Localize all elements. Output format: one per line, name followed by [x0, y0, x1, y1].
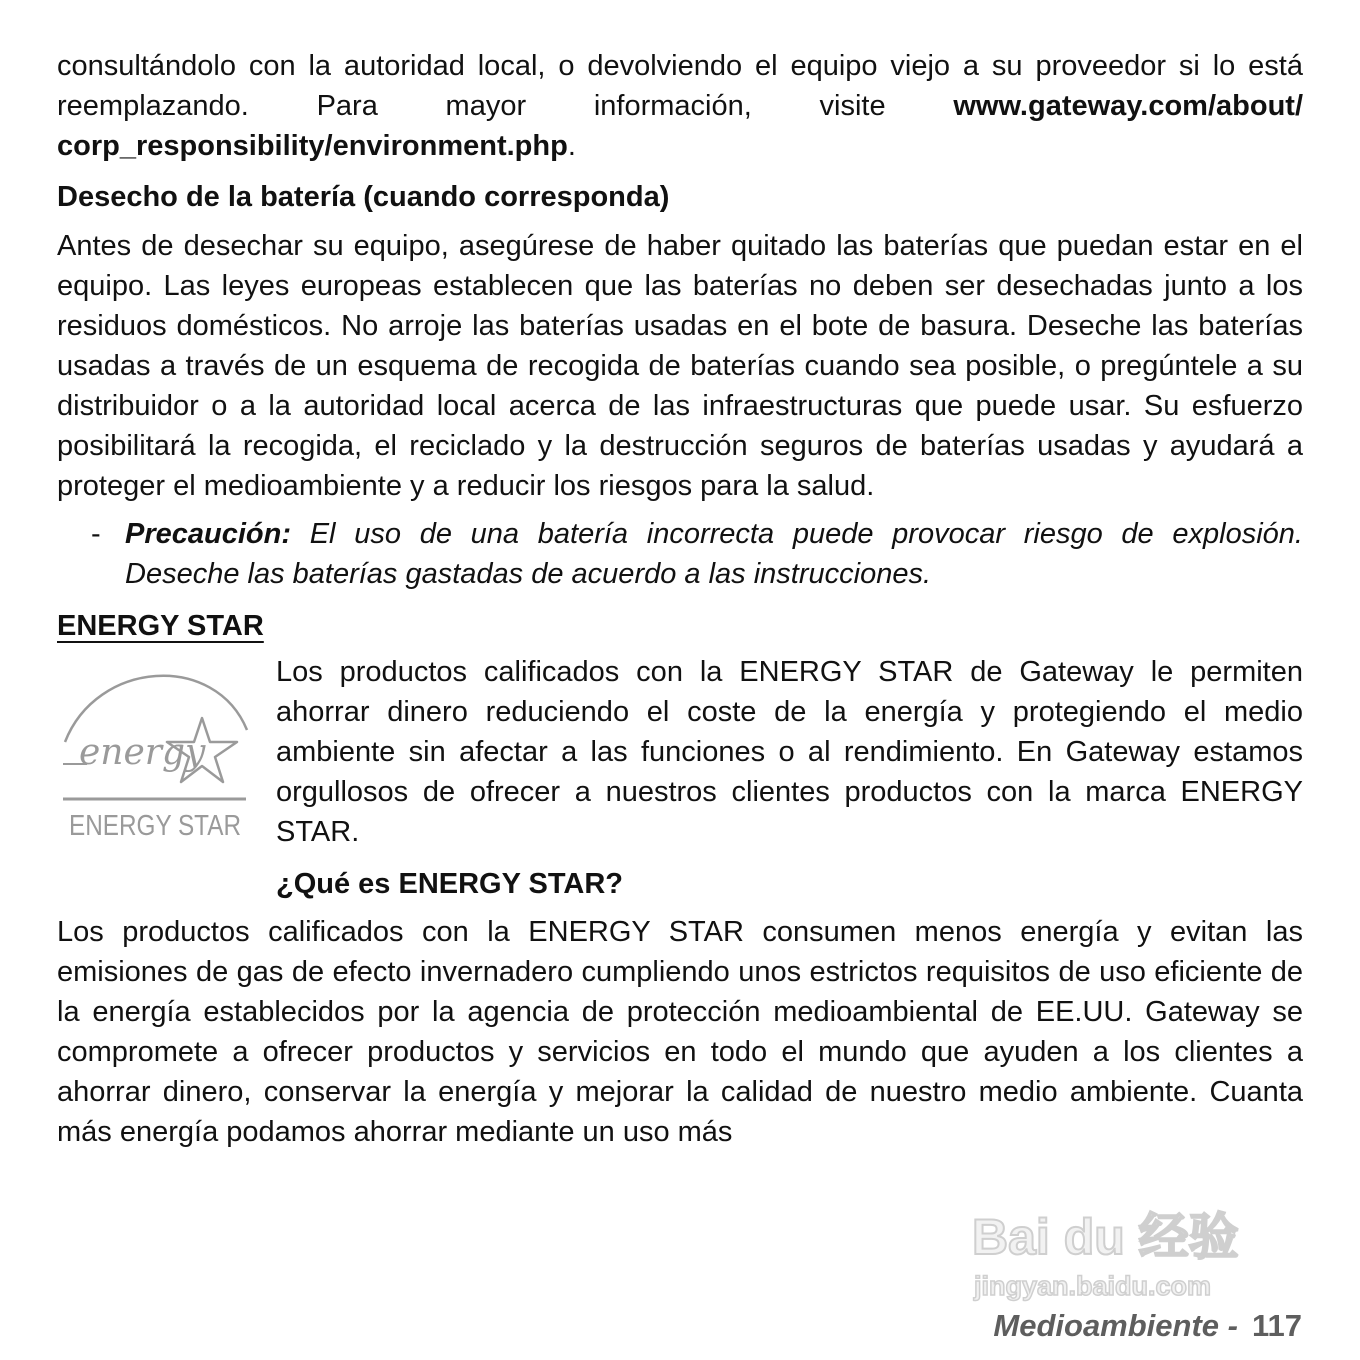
page-number: 117	[1251, 1308, 1302, 1343]
what-is-energy-star-paragraph: Los productos calificados con la ENERGY STAR consumen menos energía y evitan las emisiones de gas de efecto invernadero cumpliendo unos estrictos requisitos de uso eficiente de la energía establecidos por la agencia de protección medioambiental de EE.UU. Gateway se compromete a ofrecer productos y servicios en todo el mundo que ayuden a los clientes a ahorrar dinero, conservar la energía y mejorar la calidad de nuestro medio ambiente. Cuanta más energía podamos ahorrar mediante un uso más	[57, 916, 1303, 1148]
caution-label: Precaución:	[125, 518, 291, 550]
energy-script-text: energy	[79, 732, 206, 773]
baidu-watermark	[968, 1192, 1280, 1312]
intro-text: consultándolo con la autoridad local, o devolviendo el equipo viejo a su proveedor si lo está reemplazando. Para mayor información, visite	[57, 50, 1303, 122]
intro-paragraph	[57, 46, 1303, 166]
what-is-energy-star-heading: ¿Qué es ENERGY STAR?	[276, 868, 623, 900]
document-page	[57, 46, 1303, 1152]
energy-star-heading: ENERGY STAR	[57, 610, 264, 642]
battery-paragraph: Antes de desechar su equipo, asegúrese de haber quitado las baterías que puedan estar en el equipo. Las leyes europeas establecen que las baterías no deben ser desechadas junto a los residuos domésticos. No arroje las baterías usadas en el bote de basura. Deseche las baterías usadas a través de un esquema de recogida de baterías cuando sea posible, o pregúntele a su distribuidor o a la autoridad local acerca de las infraestructuras que puede usar. Su esfuerzo posibilitará la recogida, el reciclado y la destrucción seguros de baterías usadas y ayudará a proteger el medioambiente y a reducir los riesgos para la salud.	[57, 230, 1303, 502]
watermark-brand: Bai du 经验	[972, 1209, 1239, 1265]
page-footer	[993, 1306, 1302, 1346]
energy-star-logo	[57, 660, 252, 842]
energy-star-intro: Los productos calificados con la ENERGY STAR de Gateway le permiten ahorrar dinero reduciendo el coste de la energía y protegiendo el medio ambiente sin afectar a las funciones o al rendimiento. En Gateway estamos orgullosos de ofrecer a nuestros clientes productos con la marca ENERGY STAR.	[276, 656, 1303, 848]
intro-end: .	[567, 130, 576, 162]
energy-star-logo-caption: ENERGY STAR	[69, 810, 241, 842]
battery-heading: Desecho de la batería (cuando corresponda)	[57, 181, 670, 213]
footer-section: Medioambiente -	[993, 1308, 1238, 1343]
energy-star-section	[57, 652, 1303, 852]
watermark-url: jingyan.baidu.com	[974, 1271, 1212, 1301]
caution-dash: -	[91, 518, 101, 550]
caution-note	[57, 514, 1303, 594]
caution-text: El uso de una batería incorrecta puede provocar riesgo de explosión. Deseche las baterías gastadas de acuerdo a las instrucciones.	[125, 518, 1303, 590]
environment-url: www.gateway.com/about/ corp_responsibility/environment.php	[57, 90, 1303, 162]
